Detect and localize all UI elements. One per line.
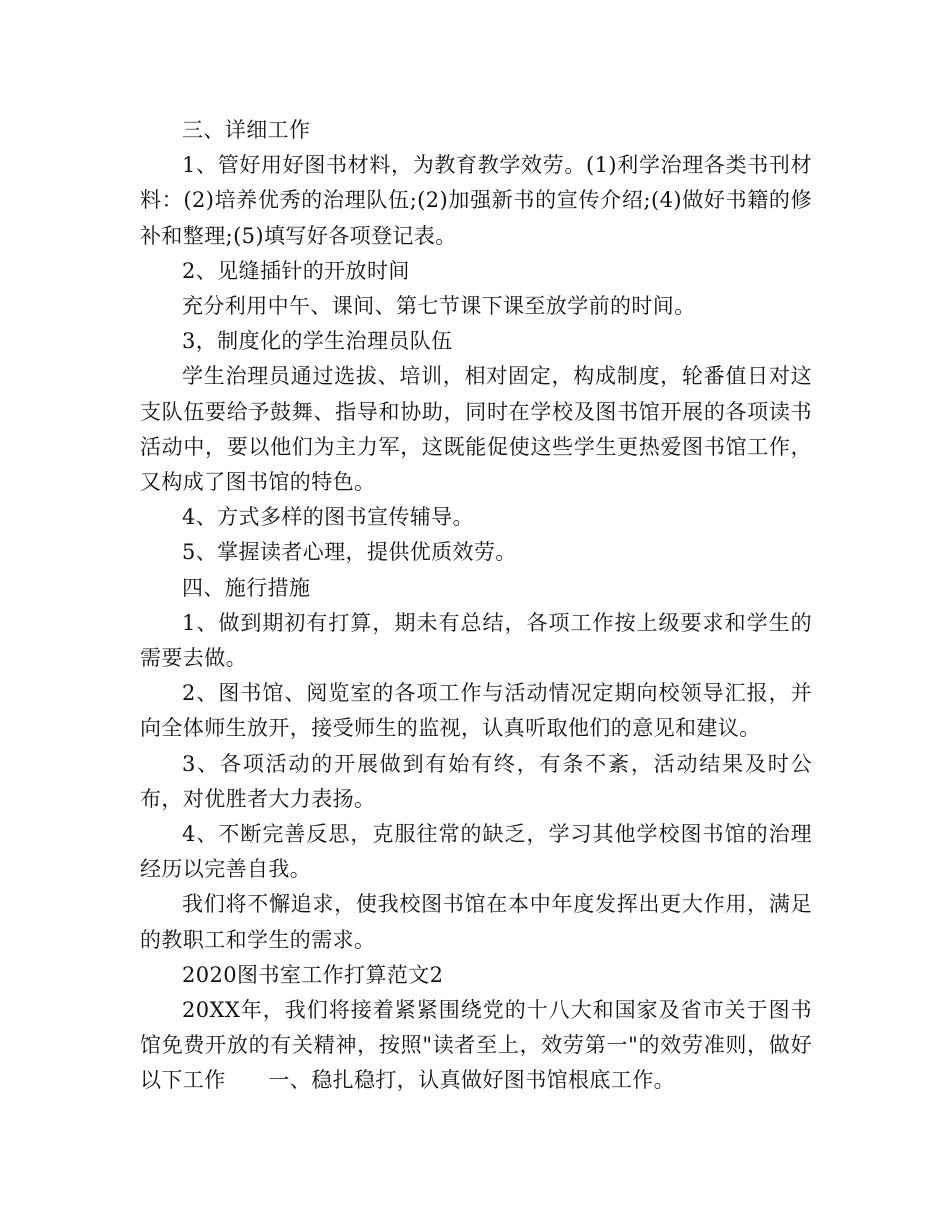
paragraph-item-1: 1、管好用好图书材料，为教育教学效劳。(1)利学治理各类书刊材料：(2)培养优秀的治理队伍;(2)加强新书的宣传介绍;(4)做好书籍的修补和整理;(5)填写好各项登记表。 <box>140 153 812 248</box>
measure-item-1: 1、做到期初有打算，期未有总结，各项工作按上级要求和学生的需要去做。 <box>140 610 812 671</box>
paragraph-item-3: 3，制度化的学生治理员队伍 <box>182 329 453 354</box>
paragraph-item-5: 5、掌握读者心理，提供优质效劳。 <box>182 540 517 565</box>
paragraph-item-2-detail: 充分利用中午、课间、第七节课下课至放学前的时间。 <box>182 294 696 319</box>
measure-item-4: 4、不断完善反思，克服往常的缺乏，学习其他学校图书馆的治理经历以完善自我。 <box>140 822 812 882</box>
sample-intro-paragraph: 20XX年，我们将接着紧紧围绕党的十八大和国家及省市关于图书馆免费开放的有关精神，按照"读者至上，效劳第一"的效劳准则，做好以下工作 一、稳扎稳打，认真做好图书馆根底工作。 <box>140 998 812 1093</box>
measure-item-3: 3、各项活动的开展做到有始有终，有条不紊，活动结果及时公布，对优胜者大力表扬。 <box>140 751 812 811</box>
closing-paragraph: 我们将不懈追求，使我校图书馆在本中年度发挥出更大作用，满足的教职工和学生的需求。 <box>140 892 812 952</box>
section-heading-3: 三、详细工作 <box>182 118 311 142</box>
sample-title: 2020图书室工作打算范文2 <box>182 962 444 987</box>
document-body <box>140 113 812 1099</box>
paragraph-item-2: 2、见缝插针的开放时间 <box>182 258 410 283</box>
paragraph-item-3-detail: 学生治理员通过选拔、培训，相对固定，构成制度，轮番值日对这支队伍要给予鼓舞、指导和协助，同时在学校及图书馆开展的各项读书活动中，要以他们为主力军，这既能促使这些学生更热爱图书馆工作，又构成了图书馆的特色。 <box>140 364 812 495</box>
section-heading-4: 四、施行措施 <box>182 575 311 600</box>
measure-item-2: 2、图书馆、阅览室的各项工作与活动情况定期向校领导汇报，并向全体师生放开，接受师生的监视，认真听取他们的意见和建议。 <box>140 681 812 741</box>
paragraph-item-4: 4、方式多样的图书宣传辅导。 <box>182 505 474 530</box>
